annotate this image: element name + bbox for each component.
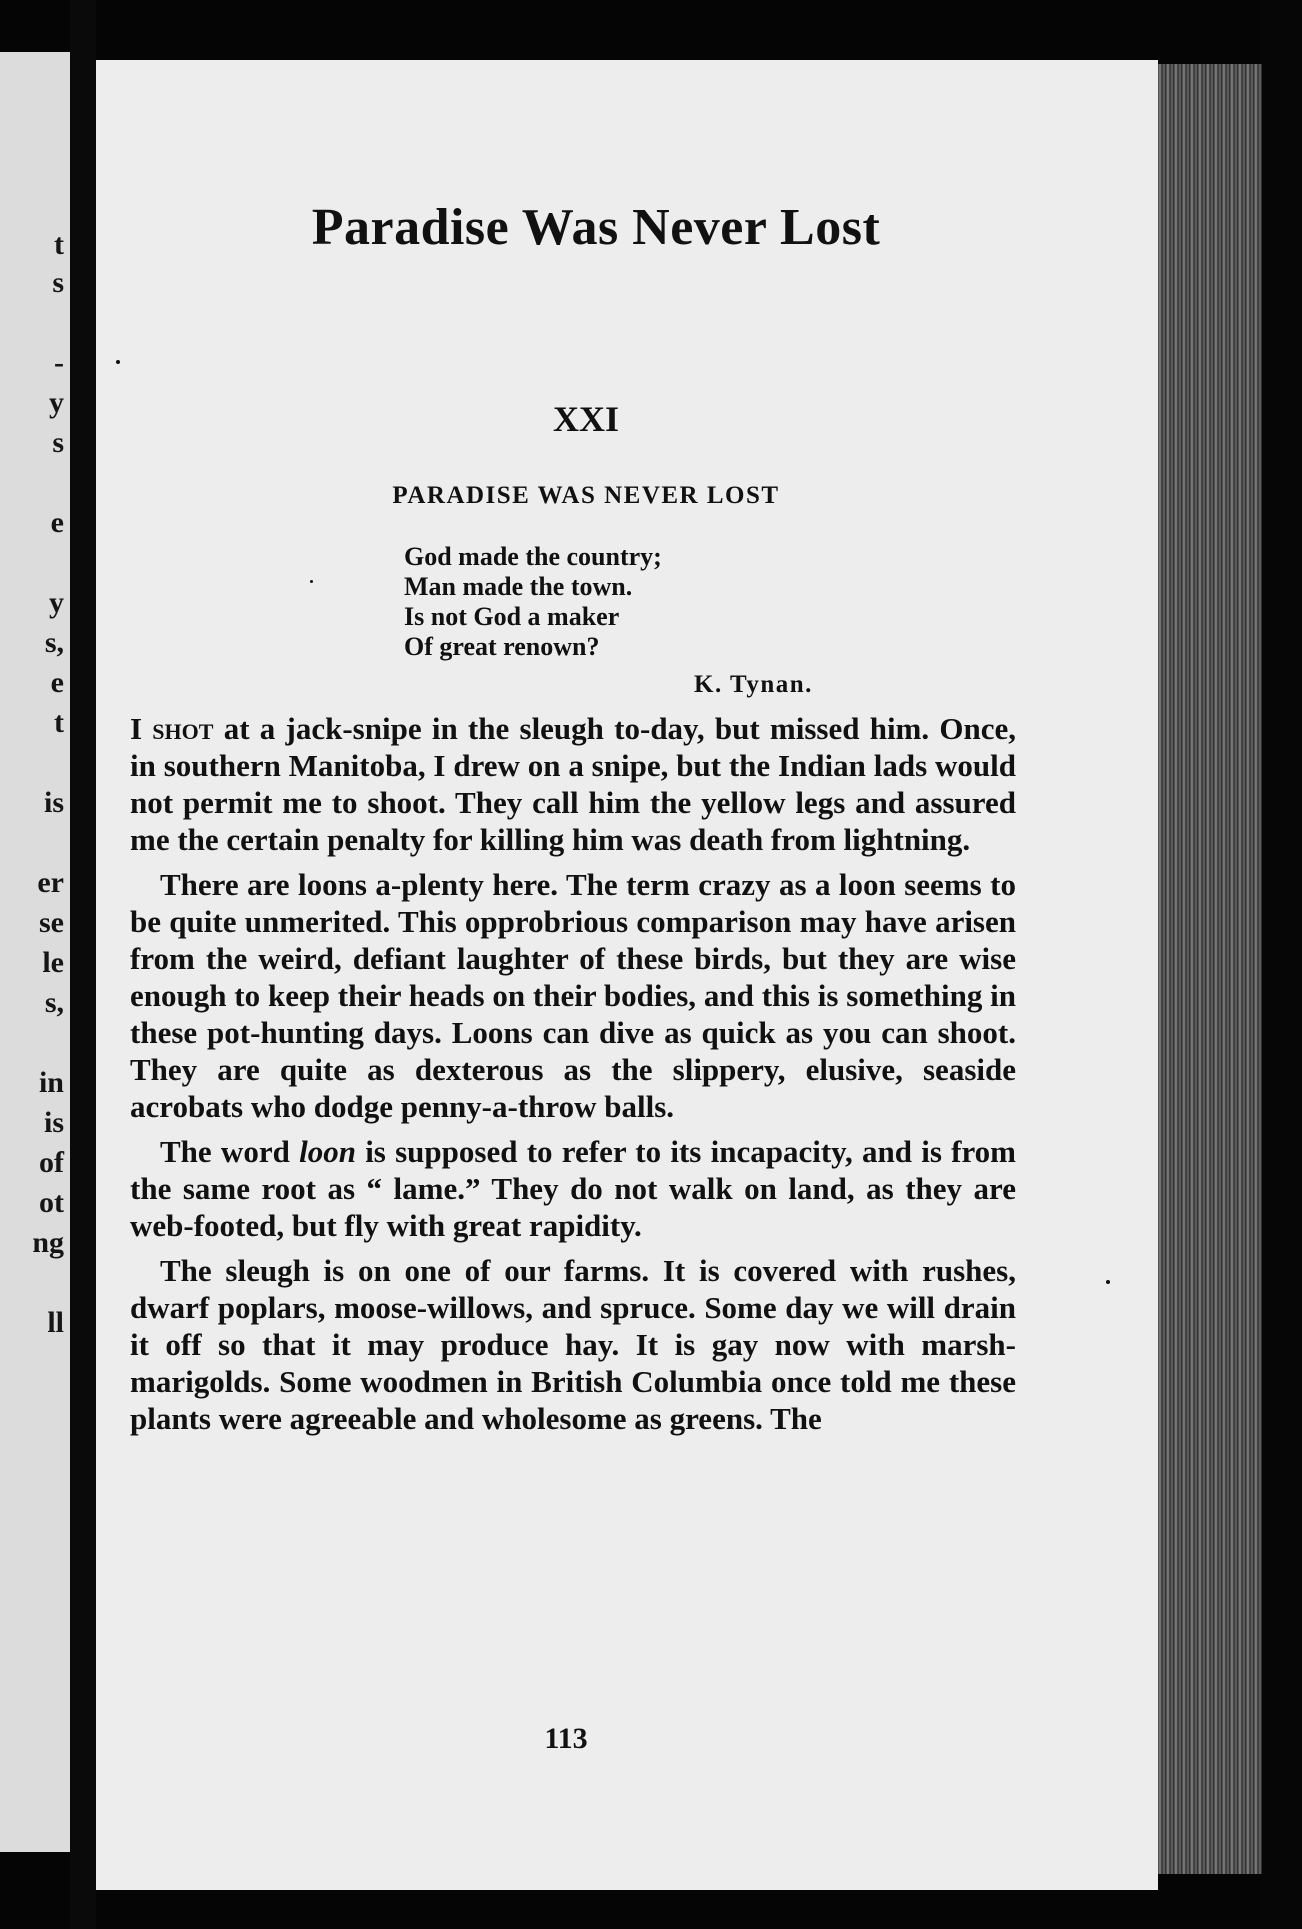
- epigraph-line: Man made the town.: [404, 572, 633, 601]
- spine-gutter: [70, 0, 96, 1929]
- left-page-fragment: -: [54, 346, 64, 379]
- left-page-fragment: of: [39, 1146, 64, 1179]
- page-number: 113: [544, 1722, 588, 1755]
- left-page-fragment: is: [43, 786, 64, 819]
- epigraph-line: God made the country;: [404, 542, 662, 571]
- left-page-fragment: ng: [32, 1226, 64, 1259]
- chapter-number: XXI: [552, 399, 619, 439]
- epigraph-line: Is not God a maker: [404, 602, 620, 631]
- body-text: [130, 710, 1016, 1445]
- left-page-fragment: s,: [44, 626, 64, 659]
- epigraph: [404, 542, 924, 662]
- running-title: Paradise Was Never Lost: [311, 199, 881, 256]
- left-page-fragment: in: [38, 1066, 64, 1099]
- left-page-fragment: t: [54, 228, 64, 261]
- drop-lead: I shot: [130, 711, 214, 746]
- left-page-fragment: ot: [39, 1186, 64, 1219]
- paragraph-text: The word: [160, 1134, 300, 1169]
- paragraph-text: at a jack-snipe in the sleugh to-day, but missed him. Once, in southern Manitoba, I drew on a snipe, but the Indian lads would not permit me to shoot. They call him the yellow legs and assured me the certain penalty for killing him was death from lightning.: [130, 711, 1017, 857]
- left-page-fragment: y: [49, 386, 64, 419]
- scan-speck: [1106, 1280, 1110, 1284]
- paragraph-text: is supposed to refer to its incapacity, and is from the same root as “ lame.” They do not walk on land, as they are web-footed, but fly with great rapidity.: [130, 1134, 1016, 1243]
- left-page-fragment: e: [50, 666, 64, 699]
- left-page-fragment: is: [43, 1106, 64, 1139]
- page-stack-edges: [1158, 64, 1262, 1874]
- italic-word: loon: [299, 1134, 356, 1169]
- left-page-fragment: e: [50, 506, 64, 539]
- left-page-fragment: s: [52, 266, 64, 299]
- epigraph-attribution: K. Tynan.: [694, 671, 813, 698]
- paragraph: The sleugh is on one of our farms. It is covered with rushes, dwarf poplars, moose-willows, and spruce. Some day we will drain it off so that it may produce hay. It is gay now with marsh-marigolds. Some woodmen in British Columbia once told me these plants were agreeable and wholesome as greens. The: [130, 1253, 1016, 1436]
- scan-speck: [310, 580, 313, 583]
- left-page-fragment: y: [49, 586, 64, 619]
- paragraph: There are loons a-plenty here. The term crazy as a loon seems to be quite unmerited. This opprobrious comparison may have arisen from the weird, defiant laughter of these birds, but they are wise enough to keep their heads on their bodies, and this is something in these pot-hunting days. Loons can dive as quick as you can shoot. They are quite as dexterous as the slippery, elusive, seaside acrobats who dodge penny-a-throw balls.: [130, 867, 1016, 1124]
- paragraph: [130, 1133, 1016, 1244]
- scan-speck: [116, 360, 120, 364]
- paragraph: [130, 710, 1016, 858]
- chapter-title: PARADISE WAS NEVER LOST: [392, 482, 780, 509]
- epigraph-line: Of great renown?: [404, 632, 600, 661]
- previous-page-edge: [0, 52, 70, 1852]
- scan-shadow: [1262, 0, 1302, 1929]
- left-page-fragment: s: [52, 426, 64, 459]
- left-page-fragment: er: [37, 866, 64, 899]
- left-page-fragment: t: [54, 706, 64, 739]
- left-page-fragment: le: [42, 946, 64, 979]
- left-page-fragment: ll: [47, 1306, 64, 1339]
- left-page-fragment: se: [39, 906, 64, 939]
- book-page: [96, 60, 1158, 1890]
- left-page-fragment: s,: [44, 986, 64, 1019]
